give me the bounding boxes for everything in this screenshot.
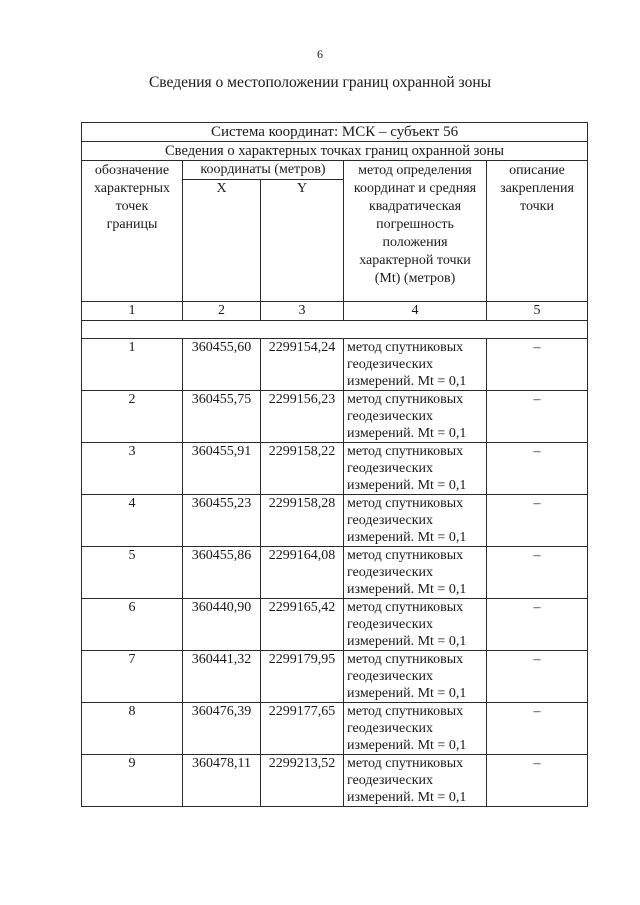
x-coordinate-cell: 360455,91	[183, 443, 261, 495]
y-coordinate-cell: 2299156,23	[261, 391, 344, 443]
x-coordinate-cell: 360455,60	[183, 339, 261, 391]
y-coordinate-cell: 2299164,08	[261, 547, 344, 599]
method-line: геодезических	[347, 773, 434, 788]
header-coordinates: координаты (метров)	[183, 161, 344, 180]
x-coordinate-cell: 360478,11	[183, 755, 261, 807]
table-row	[82, 755, 588, 807]
method-line: геодезических	[347, 513, 434, 528]
point-number-cell: 3	[82, 443, 183, 495]
method-cell	[344, 339, 487, 391]
x-coordinate-cell: 360476,39	[183, 703, 261, 755]
description-cell: –	[487, 443, 588, 495]
header-line: квадратическая	[368, 199, 462, 214]
header-line: метод определения	[358, 163, 472, 178]
method-line: геодезических	[347, 357, 434, 372]
table-row	[82, 339, 588, 391]
header-line: (Mt) (метров)	[374, 271, 456, 286]
table-subtitle-cell: Сведения о характерных точках границ охранной зоны	[82, 142, 588, 161]
column-number: 3	[261, 302, 344, 321]
method-line: метод спутниковых	[347, 444, 464, 459]
method-line: метод спутниковых	[347, 600, 464, 615]
description-cell: –	[487, 495, 588, 547]
method-line: метод спутниковых	[347, 704, 464, 719]
table-row	[82, 703, 588, 755]
method-line: метод спутниковых	[347, 548, 464, 563]
header-point-designation	[82, 161, 183, 302]
table-row	[82, 599, 588, 651]
column-number: 2	[183, 302, 261, 321]
y-coordinate-cell: 2299158,28	[261, 495, 344, 547]
description-cell: –	[487, 599, 588, 651]
method-line: геодезических	[347, 409, 434, 424]
method-line: измерений. Mt = 0,1	[347, 738, 467, 753]
method-cell	[344, 391, 487, 443]
x-coordinate-cell: 360441,32	[183, 651, 261, 703]
description-cell: –	[487, 651, 588, 703]
blank-cell	[82, 321, 588, 339]
method-cell	[344, 547, 487, 599]
point-number-cell: 9	[82, 755, 183, 807]
header-x: X	[183, 180, 261, 302]
page-number: 6	[317, 47, 323, 61]
table-row	[82, 547, 588, 599]
coordinate-system-row	[82, 123, 588, 142]
column-number: 5	[487, 302, 588, 321]
header-line: погрешность	[376, 217, 454, 232]
x-coordinate-cell: 360455,75	[183, 391, 261, 443]
method-line: метод спутниковых	[347, 756, 464, 771]
method-line: измерений. Mt = 0,1	[347, 374, 467, 389]
method-line: измерений. Mt = 0,1	[347, 478, 467, 493]
header-y: Y	[261, 180, 344, 302]
header-line: координат и средняя	[353, 181, 477, 196]
description-cell: –	[487, 703, 588, 755]
point-number-cell: 6	[82, 599, 183, 651]
point-number-cell: 8	[82, 703, 183, 755]
x-coordinate-cell: 360455,86	[183, 547, 261, 599]
header-line: характерной точки	[359, 253, 471, 268]
boundary-points-table	[81, 122, 588, 807]
method-line: метод спутниковых	[347, 496, 464, 511]
document-title: Сведения о местоположении границ охранной зоны	[148, 74, 492, 91]
y-coordinate-cell: 2299165,42	[261, 599, 344, 651]
method-line: измерений. Mt = 0,1	[347, 686, 467, 701]
point-number-cell: 1	[82, 339, 183, 391]
method-line: измерений. Mt = 0,1	[347, 530, 467, 545]
method-line: геодезических	[347, 461, 434, 476]
header-line: точки	[520, 199, 554, 214]
method-line: метод спутниковых	[347, 392, 464, 407]
method-cell	[344, 703, 487, 755]
table-row	[82, 443, 588, 495]
column-number: 4	[344, 302, 487, 321]
header-row-top	[82, 161, 588, 180]
table-subtitle-row	[82, 142, 588, 161]
header-line: положения	[382, 235, 448, 250]
description-cell: –	[487, 755, 588, 807]
header-line: описание	[509, 163, 565, 178]
header-method	[344, 161, 487, 302]
table-row	[82, 651, 588, 703]
method-cell	[344, 651, 487, 703]
header-line: границы	[106, 217, 158, 232]
column-numbers-row	[82, 302, 588, 321]
method-line: геодезических	[347, 565, 434, 580]
method-line: измерений. Mt = 0,1	[347, 790, 467, 805]
method-line: геодезических	[347, 721, 434, 736]
method-line: геодезических	[347, 617, 434, 632]
blank-row	[82, 321, 588, 339]
header-line: закрепления	[500, 181, 574, 196]
method-line: метод спутниковых	[347, 340, 464, 355]
coordinate-system-cell: Система координат: МСК – субъект 56	[82, 123, 588, 142]
method-line: метод спутниковых	[347, 652, 464, 667]
table-row	[82, 495, 588, 547]
method-line: измерений. Mt = 0,1	[347, 582, 467, 597]
point-number-cell: 4	[82, 495, 183, 547]
y-coordinate-cell: 2299213,52	[261, 755, 344, 807]
y-coordinate-cell: 2299179,95	[261, 651, 344, 703]
method-cell	[344, 443, 487, 495]
column-number: 1	[82, 302, 183, 321]
y-coordinate-cell: 2299154,24	[261, 339, 344, 391]
method-line: измерений. Mt = 0,1	[347, 426, 467, 441]
y-coordinate-cell: 2299177,65	[261, 703, 344, 755]
y-coordinate-cell: 2299158,22	[261, 443, 344, 495]
method-cell	[344, 495, 487, 547]
point-number-cell: 7	[82, 651, 183, 703]
point-number-cell: 2	[82, 391, 183, 443]
method-line: геодезических	[347, 669, 434, 684]
header-description	[487, 161, 588, 302]
header-line: обозначение	[94, 163, 170, 178]
description-cell: –	[487, 391, 588, 443]
x-coordinate-cell: 360455,23	[183, 495, 261, 547]
point-number-cell: 5	[82, 547, 183, 599]
method-cell	[344, 599, 487, 651]
header-line: характерных	[93, 181, 171, 196]
description-cell: –	[487, 339, 588, 391]
table-row	[82, 391, 588, 443]
method-cell	[344, 755, 487, 807]
description-cell: –	[487, 547, 588, 599]
x-coordinate-cell: 360440,90	[183, 599, 261, 651]
header-line: точек	[115, 199, 149, 214]
method-line: измерений. Mt = 0,1	[347, 634, 467, 649]
